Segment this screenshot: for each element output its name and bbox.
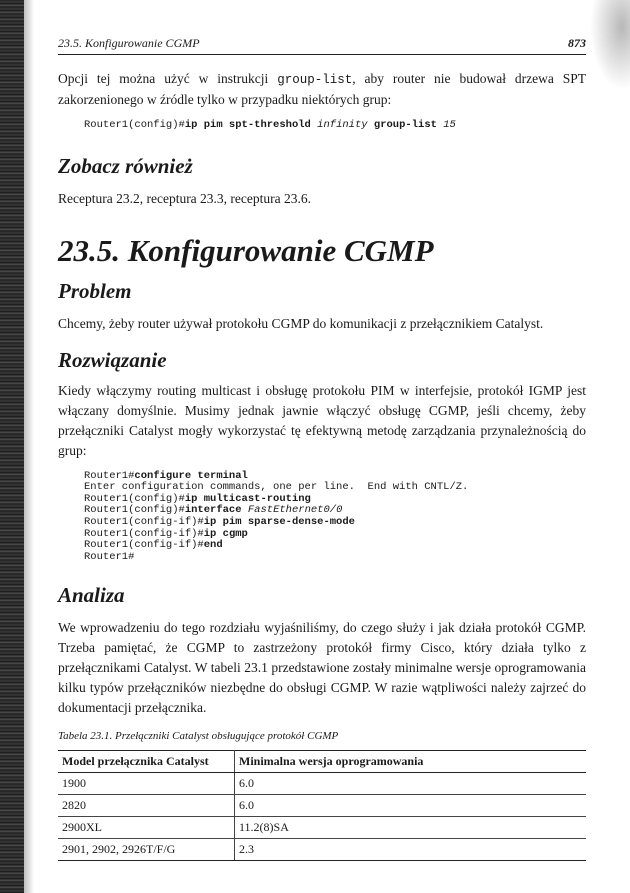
solution-heading: Rozwiązanie bbox=[58, 347, 167, 372]
analysis-text: We wprowadzeniu do tego rozdziału wyjaśniliśmy, do czego służy i jak działa protokół CGMP. Trzeba pamiętać, że CGMP to zastrzeżony protokół firmy Cisco, który działa tylko z przełącznikami Catalyst. W tabeli 23.1 przedstawione zostały minimalne wersje oprogramowania kilku typów przełączników niezbędne do obsługi CGMP. W razie wątpliwości należy zajrzeć do dokumentacji przełącznika. bbox=[58, 620, 586, 716]
page-number: 873 bbox=[568, 36, 586, 50]
code-command: interface bbox=[184, 504, 242, 517]
table-header-row bbox=[58, 751, 586, 773]
scan-smudge bbox=[590, 0, 630, 90]
table-cell-version: 6.0 bbox=[235, 773, 587, 795]
code-argument: infinity bbox=[317, 119, 368, 131]
code-output: Enter configuration commands, one per line. End with CNTL/Z. bbox=[84, 481, 469, 494]
code-prompt: Router1(config)# bbox=[84, 492, 185, 505]
table-cell-version: 6.0 bbox=[235, 795, 587, 817]
table-header-model: Model przełącznika Catalyst bbox=[58, 751, 235, 773]
code-command: ip pim sparse-dense-mode bbox=[203, 515, 355, 528]
running-head-title: 23.5. Konfigurowanie CGMP bbox=[58, 36, 200, 50]
table-row bbox=[58, 839, 586, 861]
table-caption: Tabela 23.1. Przełączniki Catalyst obsługujące protokół CGMP bbox=[58, 730, 339, 743]
table-cell-model: 1900 bbox=[58, 773, 235, 795]
book-page bbox=[58, 36, 586, 861]
code-prompt: Router1(config)# bbox=[84, 119, 185, 131]
solution-text: Kiedy włączymy routing multicast i obsługę protokołu PIM w interfejsie, protokół IGMP jest włączany domyślnie. Musimy jednak jawnie włączyć obsługę CGMP, jeśli chcemy, żeby przełączniki Catalyst mogły wykorzystać tę efektywną metodę zarządzania przynależnością do grup: bbox=[58, 382, 586, 458]
table-cell-version: 11.2(8)SA bbox=[235, 817, 587, 839]
code-command: configure terminal bbox=[134, 469, 248, 482]
code-argument: FastEthernet0/0 bbox=[247, 504, 343, 517]
analysis-heading: Analiza bbox=[58, 583, 125, 608]
table-cell-model: 2901, 2902, 2926T/F/G bbox=[58, 839, 235, 861]
intro-text-before: Opcji tej można użyć w instrukcji bbox=[58, 71, 278, 86]
cgmp-support-table bbox=[58, 750, 586, 861]
code-prompt: Router1(config)# bbox=[84, 504, 185, 517]
table-cell-version: 2.3 bbox=[235, 839, 587, 861]
see-also-heading: Zobacz również bbox=[58, 153, 193, 178]
table-row bbox=[58, 773, 586, 795]
code-prompt: Router1# bbox=[84, 550, 135, 563]
intro-paragraph bbox=[58, 69, 586, 110]
code-argument: 15 bbox=[443, 119, 456, 131]
table-row bbox=[58, 795, 586, 817]
solution-code-block bbox=[84, 471, 586, 564]
code-prompt: Router1(config-if)# bbox=[84, 539, 204, 552]
section-title: 23.5. Konfigurowanie CGMP bbox=[58, 232, 434, 268]
table-cell-model: 2820 bbox=[58, 795, 235, 817]
book-binding-shadow bbox=[0, 0, 24, 893]
running-head bbox=[58, 36, 586, 55]
code-command: ip multicast-routing bbox=[184, 492, 311, 505]
problem-text: Chcemy, żeby router używał protokołu CGMP do komunikacji z przełącznikiem Catalyst. bbox=[58, 315, 544, 331]
code-command: end bbox=[203, 539, 223, 552]
see-also-text: Receptura 23.2, receptura 23.3, receptura 23.6. bbox=[58, 190, 312, 206]
code-command: group-list bbox=[373, 119, 437, 131]
code-command: ip pim spt-threshold bbox=[184, 119, 311, 131]
table-cell-model: 2900XL bbox=[58, 817, 235, 839]
code-prompt: Router1# bbox=[84, 469, 135, 482]
table-row bbox=[58, 817, 586, 839]
code-command: ip cgmp bbox=[203, 527, 248, 540]
code-prompt: Router1(config-if)# bbox=[84, 527, 204, 540]
code-prompt: Router1(config-if)# bbox=[84, 515, 204, 528]
problem-heading: Problem bbox=[58, 278, 132, 303]
intro-inline-code: group-list bbox=[277, 73, 353, 87]
intro-command bbox=[84, 120, 586, 132]
intro-text-after: , aby router nie budował drzewa SPT zakorzenionego w źródle tylko w przypadku niektórych grup: bbox=[58, 71, 586, 107]
table-header-version: Minimalna wersja oprogramowania bbox=[235, 751, 587, 773]
